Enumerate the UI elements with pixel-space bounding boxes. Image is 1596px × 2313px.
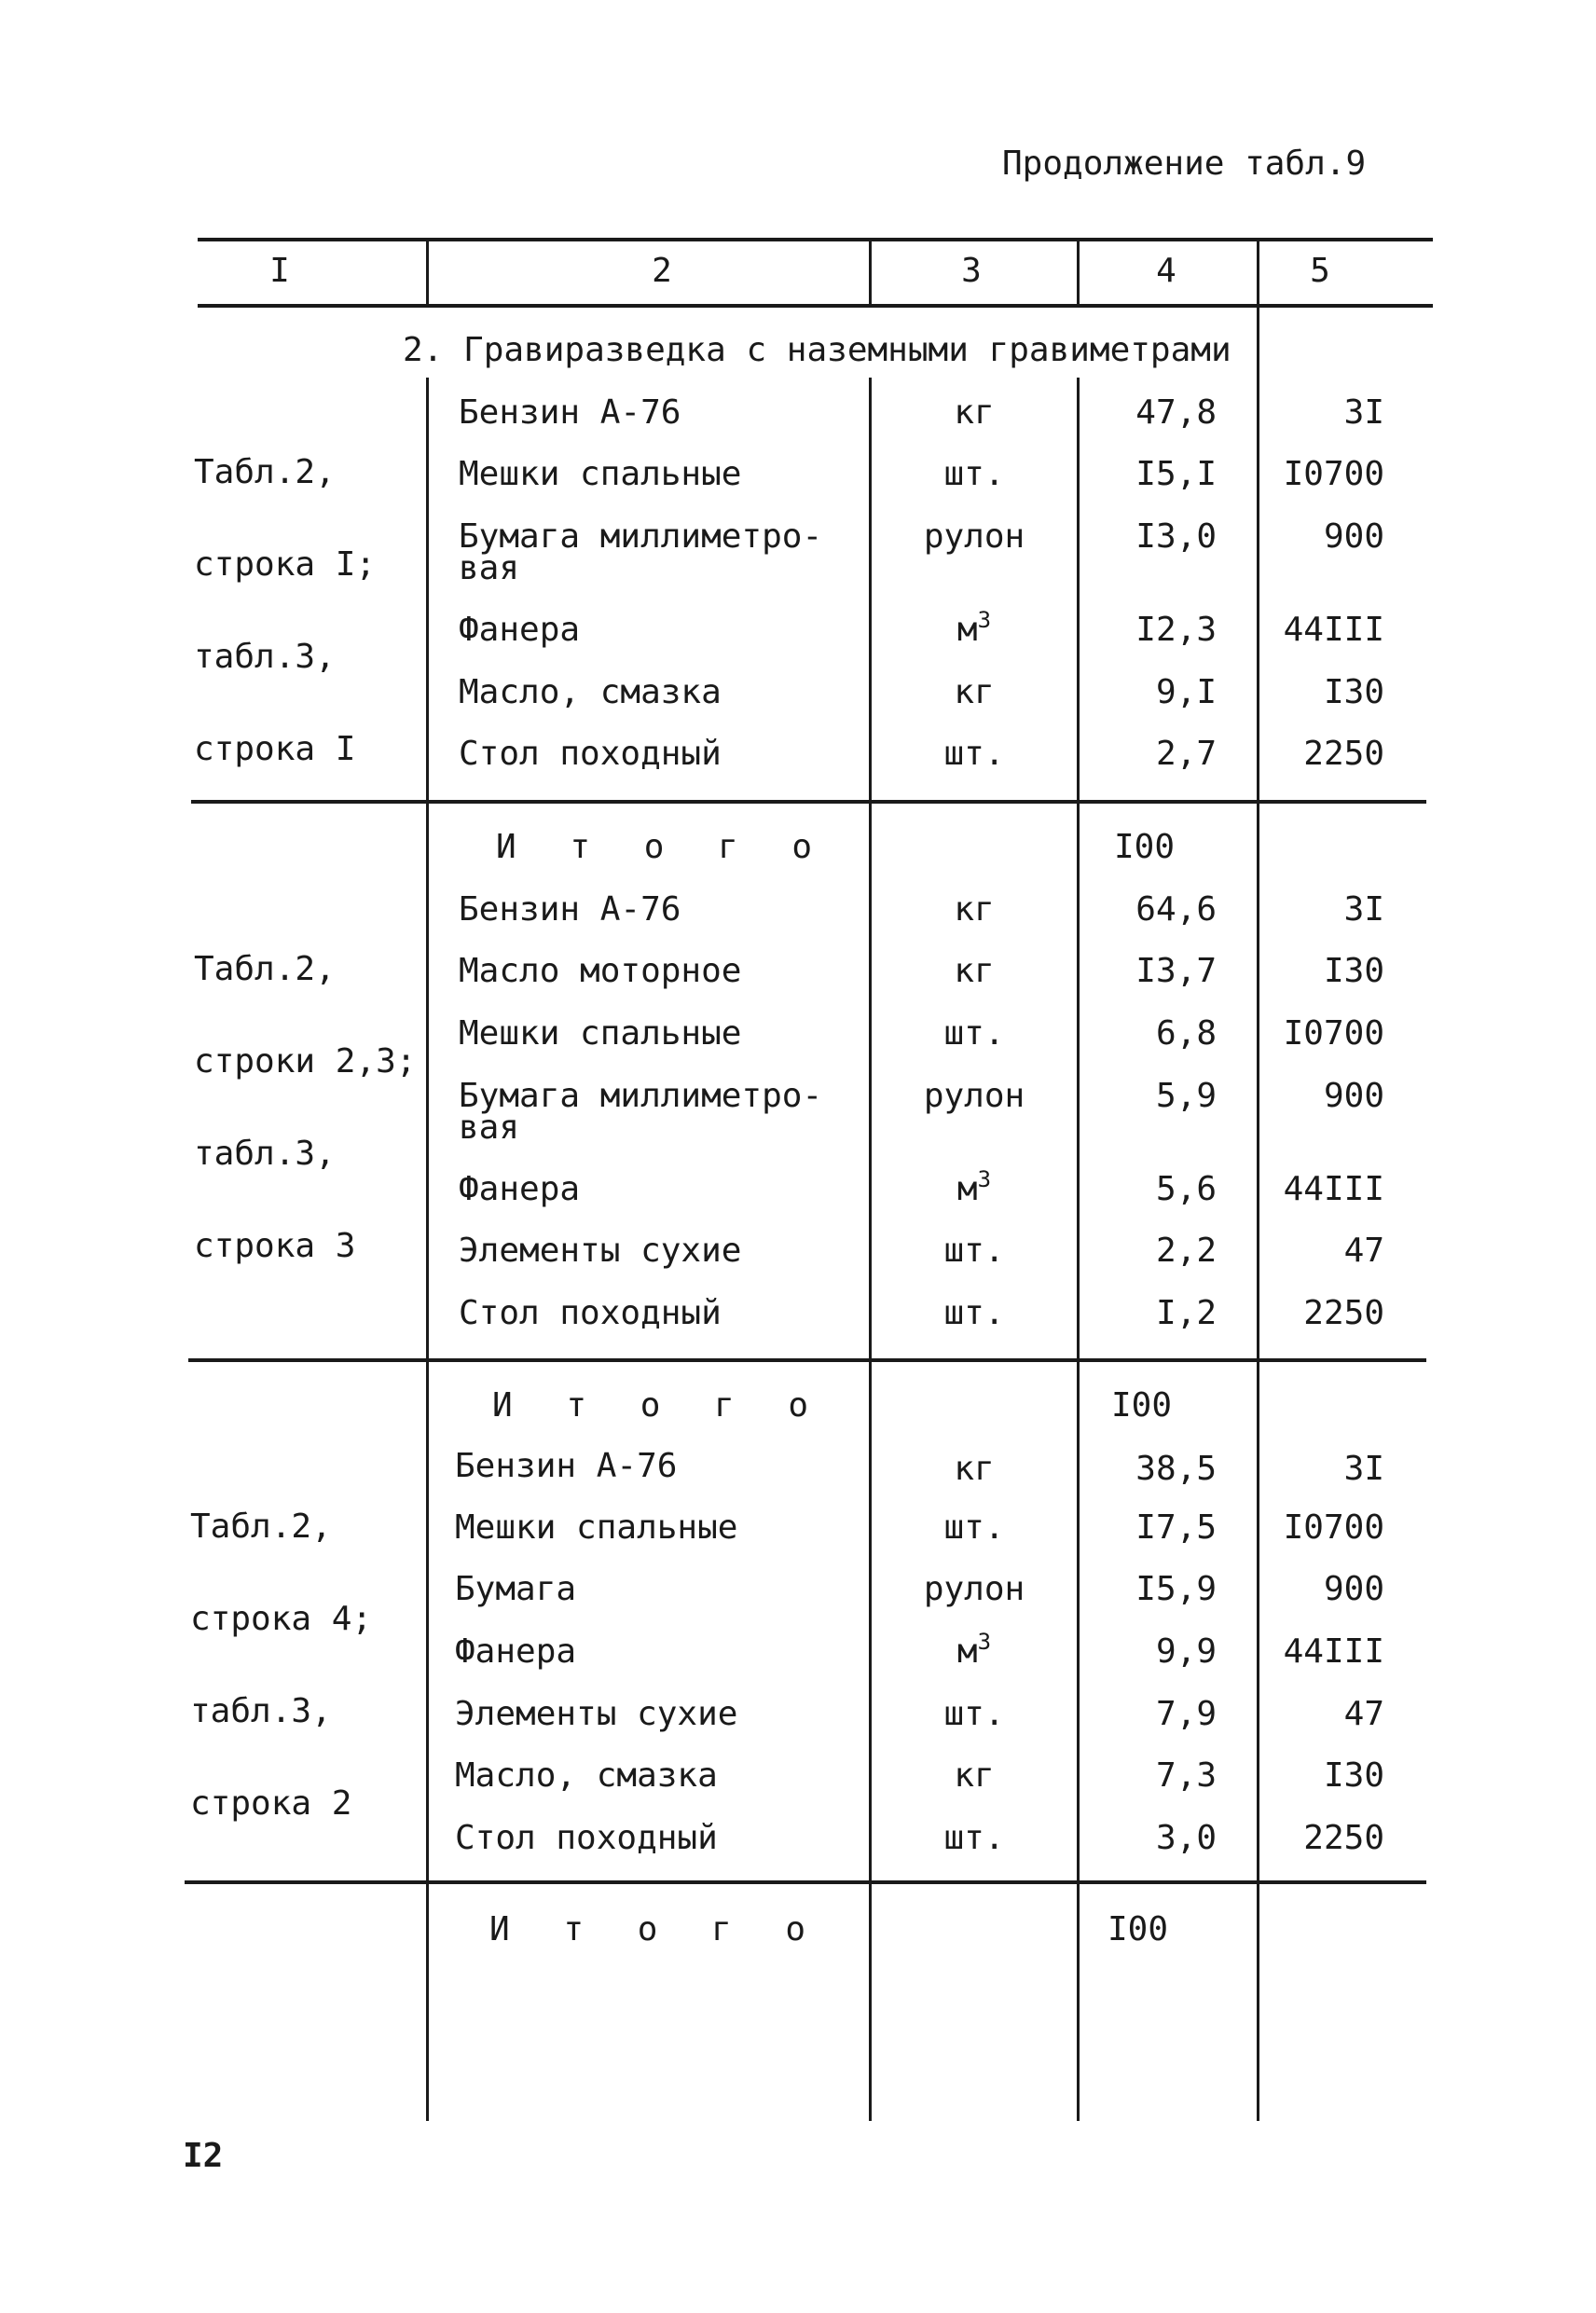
item-code: 3I bbox=[1343, 393, 1384, 432]
item-name: Бумага миллиметро- bbox=[459, 517, 823, 556]
item-value: 2,7 bbox=[1155, 735, 1217, 773]
group-1-bottom-rule bbox=[191, 800, 1426, 804]
item-unit: кг bbox=[954, 952, 995, 990]
item-code: I30 bbox=[1323, 1756, 1384, 1795]
item-value: I2,3 bbox=[1135, 611, 1217, 649]
item-code: 47 bbox=[1343, 1695, 1384, 1733]
item-value: 6,8 bbox=[1155, 1014, 1217, 1053]
item-value: 9,9 bbox=[1155, 1632, 1217, 1671]
item-code: 900 bbox=[1323, 517, 1384, 556]
reference-line: табл.3, bbox=[190, 1692, 332, 1730]
col-divider-2-3-header bbox=[869, 238, 872, 306]
item-value: 5,6 bbox=[1155, 1170, 1217, 1208]
reference-line: Табл.2, bbox=[194, 950, 336, 988]
col-divider-3-4-header bbox=[1077, 238, 1080, 306]
group-3-reference bbox=[190, 1450, 372, 1880]
item-name-continuation: вая bbox=[459, 1108, 520, 1147]
item-code: 900 bbox=[1323, 1570, 1384, 1608]
item-value: 38,5 bbox=[1135, 1450, 1217, 1488]
item-unit: $м^3$ bbox=[956, 1166, 992, 1208]
item-value: 2,2 bbox=[1155, 1232, 1217, 1270]
total-value: I00 bbox=[1111, 1386, 1173, 1425]
item-code: I0700 bbox=[1283, 1508, 1384, 1547]
col-divider-2-3 bbox=[869, 378, 872, 2121]
item-unit: шт. bbox=[943, 1232, 1005, 1270]
item-name: Масло, смазка bbox=[459, 673, 722, 711]
total-label: И т о г о bbox=[489, 1910, 823, 1948]
group-3-bottom-rule bbox=[185, 1880, 1426, 1884]
item-unit: кг bbox=[954, 673, 995, 711]
item-unit: шт. bbox=[943, 1819, 1005, 1857]
item-name: Бензин А-76 bbox=[459, 890, 681, 929]
item-unit: шт. bbox=[943, 1695, 1005, 1733]
reference-line: строка I bbox=[194, 730, 356, 768]
item-value: I3,0 bbox=[1135, 517, 1217, 556]
column-header-1: I bbox=[269, 252, 290, 290]
item-code: 2250 bbox=[1303, 735, 1384, 773]
item-unit: шт. bbox=[943, 1508, 1005, 1547]
table-top-rule bbox=[198, 238, 1433, 241]
group-2-reference bbox=[194, 892, 416, 1323]
item-value: 7,9 bbox=[1155, 1695, 1217, 1733]
item-name: Бумага миллиметро- bbox=[459, 1077, 823, 1115]
item-value: I5,9 bbox=[1135, 1570, 1217, 1608]
item-unit: $м^3$ bbox=[956, 1629, 992, 1671]
item-name-continuation: вая bbox=[459, 549, 520, 587]
group-1-reference bbox=[194, 395, 376, 826]
reference-line: табл.3, bbox=[194, 1135, 336, 1173]
group-2-bottom-rule bbox=[188, 1358, 1426, 1362]
column-header-5: 5 bbox=[1310, 252, 1330, 290]
item-unit: шт. bbox=[943, 735, 1005, 773]
total-value: I00 bbox=[1108, 1910, 1169, 1948]
item-unit: кг bbox=[954, 1450, 995, 1488]
item-unit: рулон bbox=[923, 1570, 1025, 1608]
item-name: Масло, смазка bbox=[455, 1756, 718, 1795]
section-title: 2. Гравиразведка с наземными гравиметрами bbox=[403, 331, 1231, 369]
item-value: 7,3 bbox=[1155, 1756, 1217, 1795]
page-number: I2 bbox=[183, 2137, 224, 2175]
item-code: I30 bbox=[1323, 952, 1384, 990]
item-value: 9,I bbox=[1155, 673, 1217, 711]
total-label: И т о г о bbox=[496, 828, 830, 866]
item-name: Фанера bbox=[459, 611, 581, 649]
item-name: Бумага bbox=[455, 1570, 577, 1608]
item-name: Стол походный bbox=[455, 1819, 718, 1857]
item-code: 44III bbox=[1283, 1632, 1384, 1671]
item-name: Элементы сухие bbox=[459, 1232, 742, 1270]
continuation-label: Продолжение табл.9 bbox=[1002, 145, 1367, 183]
column-header-3: 3 bbox=[961, 252, 982, 290]
item-name: Стол походный bbox=[459, 1294, 722, 1332]
item-name: Фанера bbox=[459, 1170, 581, 1208]
item-code: 44III bbox=[1283, 1170, 1384, 1208]
item-unit: рулон bbox=[923, 1077, 1025, 1115]
reference-line: Табл.2, bbox=[194, 453, 336, 491]
item-code: 3I bbox=[1343, 890, 1384, 929]
item-value: I7,5 bbox=[1135, 1508, 1217, 1547]
item-code: 47 bbox=[1343, 1232, 1384, 1270]
item-value: 47,8 bbox=[1135, 393, 1217, 432]
item-code: I0700 bbox=[1283, 1014, 1384, 1053]
col-divider-3-4 bbox=[1077, 378, 1080, 2121]
header-bottom-rule bbox=[198, 304, 1433, 308]
item-unit: кг bbox=[954, 393, 995, 432]
col-divider-4-5 bbox=[1257, 238, 1259, 2121]
reference-line: строка 3 bbox=[194, 1227, 356, 1265]
reference-line: строка 2 bbox=[190, 1784, 352, 1823]
item-code: 900 bbox=[1323, 1077, 1384, 1115]
column-header-2: 2 bbox=[652, 252, 672, 290]
item-code: 44III bbox=[1283, 611, 1384, 649]
total-value: I00 bbox=[1114, 828, 1176, 866]
item-unit: рулон bbox=[923, 517, 1025, 556]
unit-superscript: 3 bbox=[977, 1629, 992, 1655]
item-unit: кг bbox=[954, 890, 995, 929]
unit-superscript: 3 bbox=[977, 1166, 992, 1192]
item-name: Стол походный bbox=[459, 735, 722, 773]
item-value: 64,6 bbox=[1135, 890, 1217, 929]
unit-superscript: 3 bbox=[977, 607, 992, 633]
column-header-4: 4 bbox=[1156, 252, 1176, 290]
item-name: Мешки спальные bbox=[459, 1014, 742, 1053]
item-value: 3,0 bbox=[1155, 1819, 1217, 1857]
item-code: I30 bbox=[1323, 673, 1384, 711]
item-unit: шт. bbox=[943, 1294, 1005, 1332]
reference-line: табл.3, bbox=[194, 638, 336, 676]
total-label: И т о г о bbox=[492, 1386, 826, 1425]
item-code: 2250 bbox=[1303, 1294, 1384, 1332]
item-unit: шт. bbox=[943, 1014, 1005, 1053]
item-name: Бензин А-76 bbox=[459, 393, 681, 432]
item-name: Мешки спальные bbox=[455, 1508, 738, 1547]
item-name: Фанера bbox=[455, 1632, 577, 1671]
item-value: 5,9 bbox=[1155, 1077, 1217, 1115]
reference-line: строки 2,3; bbox=[194, 1042, 417, 1081]
item-value: I,2 bbox=[1155, 1294, 1217, 1332]
item-name: Мешки спальные bbox=[459, 455, 742, 493]
reference-line: строка 4; bbox=[190, 1600, 373, 1638]
item-code: 3I bbox=[1343, 1450, 1384, 1488]
reference-line: строка I; bbox=[194, 545, 377, 584]
item-code: I0700 bbox=[1283, 455, 1384, 493]
item-code: 2250 bbox=[1303, 1819, 1384, 1857]
item-name: Элементы сухие bbox=[455, 1695, 738, 1733]
item-unit: $м^3$ bbox=[956, 607, 992, 649]
item-name: Масло моторное bbox=[459, 952, 742, 990]
item-value: I3,7 bbox=[1135, 952, 1217, 990]
item-name: Бензин А-76 bbox=[455, 1447, 678, 1485]
item-value: I5,I bbox=[1135, 455, 1217, 493]
item-unit: шт. bbox=[943, 455, 1005, 493]
col-divider-1-2 bbox=[426, 378, 429, 2121]
reference-line: Табл.2, bbox=[190, 1508, 332, 1546]
item-unit: кг bbox=[954, 1756, 995, 1795]
col-divider-1-2-header bbox=[426, 238, 429, 306]
